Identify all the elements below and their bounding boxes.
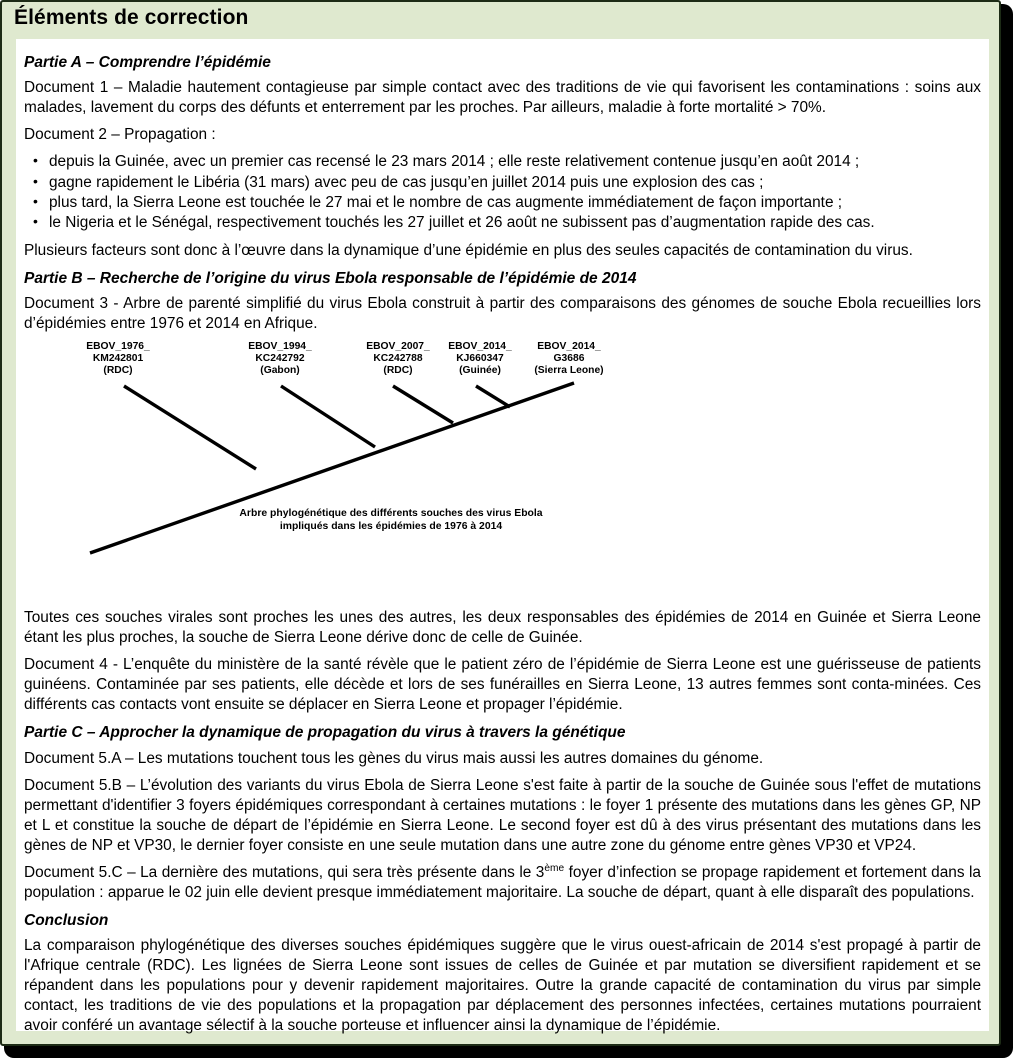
paragraph-document-1: Document 1 – Maladie hautement contagieuse par simple contact avec des traditions de vie qui favorisent les contaminations : soins aux malades, lavement du corps des défunts et enterrement par les proches. Par ailleurs, maladie à forte mortalité > 70%. [24,79,981,117]
leaf-line-2: KC242792 [255,353,305,365]
tree-branch-1994 [281,386,375,447]
leaf-line-3: (Sierra Leone) [534,365,604,377]
document-5c-ordinal-superscript: ème [544,862,565,874]
tree-leaf-label-ebov-1994 [220,341,340,377]
leaf-line-1: EBOV_1994_ [248,341,312,353]
paragraph-document-5b: Document 5.B – L’évolution des variants du virus Ebola de Sierra Leone s'est faite à partir de la souche de Guinée sous l'effet de mutations permettant d'identifier 3 foyers épidémiques correspondant à certaines mutations : le foyer 1 présente des mutations dans les gènes GP, NP et L et constitue la souche de départ de l’épidémie en Sierra Leone. Le second foyer est dû à des virus présentant des mutations dans les gènes de NP et VP30, le dernier foyer consiste en une seule mutation dans une autre zone du génome entre gènes VP30 et VP24. [24,776,981,854]
tree-leaf-label-ebov-1976 [58,341,178,377]
tree-leaf-label-ebov-2014-sierra-leone [509,341,629,377]
leaf-line-1: EBOV_1976_ [86,341,150,353]
paragraph-document-5a: Document 5.A – Les mutations touchent tous les gènes du virus mais aussi les autres domaines du génome. [24,749,764,767]
list-item: • gagne rapidement le Libéria (31 mars) avec peu de cas jusqu’en juillet 2014 puis une explosion des cas ; [24,173,981,193]
leaf-line-1: EBOV_2014_ [537,341,601,353]
heading-partie-c: Partie C – Approcher la dynamique de propagation du virus à travers la génétique [24,724,626,742]
paragraph-document-4: Document 4 - L’enquête du ministère de la santé révèle que le patient zéro de l’épidémie de Sierra Leone est une guérisseuse de patients guinéens. Contaminée par ses patients, elle décède et lors de ses funérailles en Sierra Leone, 13 autres femmes sont conta-minées. Ces différents cas contacts vont ensuite se déplacer en Sierra Leone et propager l’épidémie. [24,656,981,714]
paragraph-document-3: Document 3 - Arbre de parenté simplifié du virus Ebola construit à partir des comparaisons des génomes de souche Ebola recueillies lors d’épidémies entre 1976 et 2014 en Afrique. [24,295,981,333]
tree-caption-line-1: Arbre phylogénétique des différents souches des virus Ebola [239,508,543,520]
list-item: • le Nigeria et le Sénégal, respectivement touchés les 27 juillet et 26 août ne subissent pas d’augmentation rapide des cas. [24,213,981,233]
leaf-line-3: (Gabon) [260,365,300,377]
paragraph-partie-a-closing: Plusieurs facteurs sont donc à l’œuvre dans la dynamique d’une épidémie en plus des seules capacités de contamination du virus. [24,241,913,259]
document-2-bullet-list [24,152,981,233]
leaf-line-1: EBOV_2007_ [366,341,430,353]
list-item: • depuis la Guinée, avec un premier cas recensé le 23 mars 2014 ; elle reste relativement contenue jusqu’en août 2014 ; [24,152,981,172]
leaf-line-2: KC242788 [373,353,423,365]
tree-branch-2014-guinee [476,386,510,407]
phylogenetic-tree-figure [48,341,648,606]
leaf-line-2: G3686 [553,353,585,365]
heading-partie-a: Partie A – Comprendre l’épidémie [24,54,271,71]
tree-branch-1976 [124,386,256,469]
tree-branches-svg [48,341,648,606]
paragraph-after-figure: Toutes ces souches virales sont proches les unes des autres, les deux responsables des épidémies de 2014 en Guinée et Sierra Leone étant les plus proches, la souche de Sierra Leone dérive donc de celle de Guinée. [24,609,981,647]
paragraph-document-5c [24,863,981,903]
list-item: • plus tard, la Sierra Leone est touchée le 27 mai et le nombre de cas augmente immédiatement de façon importante ; [24,193,981,213]
leaf-line-3: (RDC) [383,365,413,377]
paragraph-document-2-intro: Document 2 – Propagation : [24,126,216,144]
heading-partie-b: Partie B – Recherche de l’origine du virus Ebola responsable de l’épidémie de 2014 [24,269,637,287]
leaf-line-3: (Guinée) [459,365,501,377]
document-5c-text-part-2: foyer d’infection se propage rapidement et fortement dans la population : apparue le 02 juin elle devient presque immédiatement majoritaire. La souche de départ, quant à elle disparaît des populations. [24,863,981,901]
leaf-line-2: KM242801 [92,353,144,365]
page-title: Éléments de correction [14,6,249,29]
leaf-line-1: EBOV_2014_ [448,341,512,353]
document-5c-text-part-1: Document 5.C – La dernière des mutations, qui sera très présente dans le 3 [24,863,545,881]
paragraph-conclusion: La comparaison phylogénétique des diverses souches épidémiques suggère que le virus ouest-africain de 2014 s'est propagé à partir de l'Afrique centrale (RDC). Les lignées de Sierra Leone sont issues de celles de Guinée et par mutation se diversifient rapidement et se répandent dans les populations pour y devenir rapidement majoritaires. Outre la grande capacité de contamination du virus par simple contact, les traditions de vie des populations et la propagation par déplacement des personnes infectées, certaines mutations pourraient avoir conféré un avantage sélectif à la souche porteuse et influencer ainsi la dynamique de l’épidémie. [24,936,981,1034]
leaf-line-2: KJ660347 [456,353,504,365]
heading-conclusion: Conclusion [24,911,109,929]
tree-caption-line-2: impliqués dans les épidémies de 1976 à 2014 [279,520,503,532]
tree-caption [226,508,556,533]
tree-branch-2007 [393,386,453,423]
content-sheet [16,39,989,1034]
leaf-line-3: (RDC) [103,365,133,377]
